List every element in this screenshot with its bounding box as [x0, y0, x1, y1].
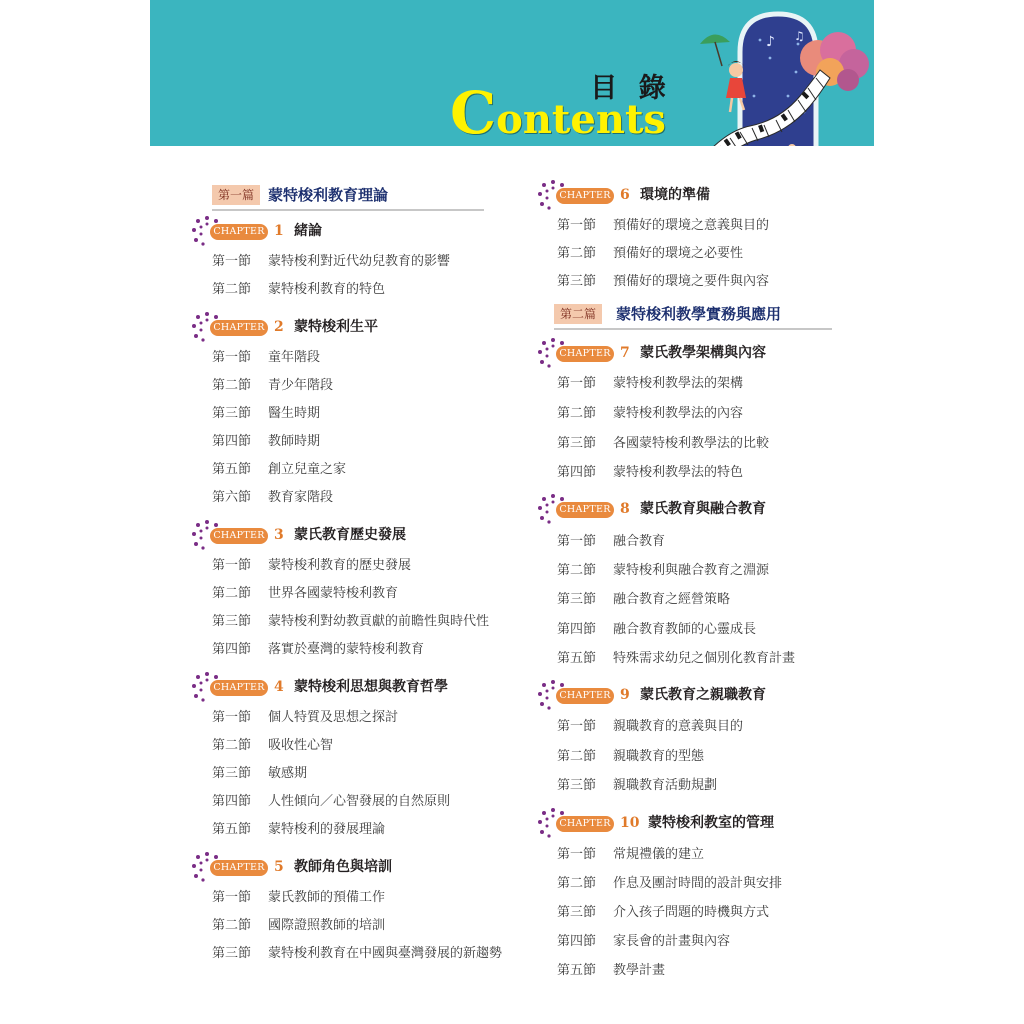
- section-number: 第六節: [212, 490, 252, 505]
- section-number: 第三節: [557, 436, 597, 451]
- section-number: 第二節: [212, 282, 252, 297]
- section-number: 第四節: [212, 642, 252, 657]
- section-number: 第二節: [212, 738, 252, 753]
- section-title: 落實於臺灣的蒙特梭利教育: [268, 642, 425, 657]
- chapter-number: 7: [620, 345, 630, 361]
- chapter-tag: CHAPTER: [210, 528, 268, 544]
- section-title: 預備好的環境之意義與目的: [613, 218, 770, 233]
- section-title: 世界各國蒙特梭利教育: [268, 586, 399, 601]
- part-heading-1: [212, 182, 484, 208]
- svg-text:♪: ♪: [766, 34, 775, 50]
- section-title: 特殊需求幼兒之個別化教育計畫: [613, 651, 796, 666]
- section-number: 第一節: [212, 710, 252, 725]
- section-title: 青少年階段: [268, 378, 334, 393]
- section-number: 第一節: [557, 719, 597, 734]
- section-title: 家長會的計畫與內容: [613, 934, 731, 949]
- section-title: 蒙特梭利對近代幼兒教育的影響: [268, 254, 451, 269]
- section-number: 第一節: [212, 890, 252, 905]
- chapter-tag: CHAPTER: [556, 346, 614, 362]
- chapter-title: 蒙氏教育之親職教育: [640, 687, 766, 703]
- section-number: 第一節: [557, 218, 597, 233]
- page-title-en: [450, 79, 666, 146]
- chapter-tag: CHAPTER: [210, 224, 268, 240]
- chapter-7-heading[interactable]: [536, 336, 836, 370]
- section-number: 第一節: [557, 847, 597, 862]
- chapter-title: 蒙特梭利生平: [294, 319, 378, 335]
- chapter-number: 1: [274, 223, 284, 239]
- section-number: 第一節: [557, 534, 597, 549]
- section-number: 第四節: [557, 465, 597, 480]
- section-number: 第四節: [212, 794, 252, 809]
- section-number: 第四節: [557, 622, 597, 637]
- section-number: 第二節: [212, 918, 252, 933]
- chapter-title: 蒙特梭利思想與教育哲學: [294, 679, 448, 695]
- section-number: 第三節: [557, 592, 597, 607]
- chapter-title: 緒論: [294, 223, 322, 239]
- section-title: 蒙特梭利與融合教育之淵源: [613, 563, 770, 578]
- section-number: 第四節: [557, 934, 597, 949]
- chapter-9-heading[interactable]: [536, 678, 836, 712]
- section-title: 介入孩子問題的時機與方式: [613, 905, 770, 920]
- section-number: 第三節: [557, 905, 597, 920]
- section-number: 第二節: [557, 876, 597, 891]
- section-number: 第一節: [212, 558, 252, 573]
- chapter-tag: CHAPTER: [210, 680, 268, 696]
- section-number: 第三節: [557, 274, 597, 289]
- section-number: 第二節: [557, 749, 597, 764]
- svg-text:♫: ♫: [794, 29, 805, 43]
- part-label: 第二篇: [554, 304, 602, 324]
- section-title: 蒙特梭利教育在中國與臺灣發展的新趨勢: [268, 946, 503, 961]
- part-divider: [554, 328, 832, 330]
- section-title: 作息及團討時間的設計與安排: [613, 876, 783, 891]
- chapter-tag: CHAPTER: [210, 860, 268, 876]
- section-title: 蒙特梭利教學法的內容: [613, 406, 744, 421]
- section-number: 第二節: [557, 406, 597, 421]
- section-title: 蒙特梭利對幼教貢獻的前瞻性與時代性: [268, 614, 490, 629]
- section-title: 蒙特梭利教育的歷史發展: [268, 558, 412, 573]
- part-label: 第一篇: [212, 185, 260, 205]
- chapter-3-heading[interactable]: [190, 518, 490, 552]
- chapter-tag: CHAPTER: [556, 816, 614, 832]
- section-number: 第五節: [557, 963, 597, 978]
- chapter-8-heading[interactable]: [536, 492, 836, 526]
- chapter-number: 4: [274, 679, 284, 695]
- page-title-cn: 目 錄: [590, 73, 672, 104]
- section-title: 醫生時期: [268, 406, 321, 421]
- section-title: 敏感期: [268, 766, 308, 781]
- piano-girl-illustration: [670, 0, 874, 146]
- section-number: 第三節: [557, 778, 597, 793]
- section-number: 第三節: [212, 614, 252, 629]
- section-title: 融合教育之經營策略: [613, 592, 731, 607]
- section-title: 預備好的環境之要件與內容: [613, 274, 770, 289]
- section-number: 第二節: [212, 586, 252, 601]
- section-number: 第一節: [557, 376, 597, 391]
- section-number: 第五節: [212, 822, 252, 837]
- section-title: 各國蒙特梭利教學法的比較: [613, 436, 770, 451]
- section-number: 第二節: [557, 246, 597, 261]
- section-title: 教師時期: [268, 434, 321, 449]
- part-heading-2: [554, 301, 832, 327]
- section-title: 教育家階段: [268, 490, 334, 505]
- section-title: 童年階段: [268, 350, 321, 365]
- section-title: 親職教育的型態: [613, 749, 705, 764]
- section-title: 融合教育: [613, 534, 666, 549]
- title-en-initial: C: [450, 79, 497, 146]
- chapter-title: 蒙特梭利教室的管理: [648, 815, 774, 831]
- chapter-1-heading[interactable]: [190, 214, 490, 248]
- title-en-rest: ontents: [496, 96, 666, 143]
- section-number: 第三節: [212, 946, 252, 961]
- section-number: 第五節: [212, 462, 252, 477]
- chapter-4-heading[interactable]: [190, 670, 490, 704]
- section-number: 第三節: [212, 406, 252, 421]
- chapter-number: 2: [274, 319, 284, 335]
- section-title: 創立兒童之家: [268, 462, 347, 477]
- section-title: 蒙特梭利教學法的特色: [613, 465, 744, 480]
- part-title: 蒙特梭利教學實務與應用: [616, 305, 782, 323]
- section-number: 第五節: [557, 651, 597, 666]
- chapter-number: 3: [274, 527, 284, 543]
- chapter-title: 蒙氏教育與融合教育: [640, 501, 766, 517]
- chapter-6-heading[interactable]: [536, 178, 836, 212]
- chapter-number: 9: [620, 687, 630, 703]
- section-number: 第三節: [212, 766, 252, 781]
- header-banner: [150, 0, 874, 146]
- section-number: 第一節: [212, 254, 252, 269]
- section-title: 個人特質及思想之探討: [268, 710, 399, 725]
- section-number: 第二節: [212, 378, 252, 393]
- section-title: 蒙特梭利教育的特色: [268, 282, 386, 297]
- chapter-title: 蒙氏教育歷史發展: [294, 527, 406, 543]
- chapter-title: 環境的準備: [640, 187, 710, 203]
- part-title: 蒙特梭利教育理論: [268, 186, 389, 204]
- section-title: 教學計畫: [613, 963, 666, 978]
- chapter-10-heading[interactable]: [536, 806, 856, 840]
- chapter-number: 5: [274, 859, 284, 875]
- section-title: 融合教育教師的心靈成長: [613, 622, 757, 637]
- section-number: 第一節: [212, 350, 252, 365]
- chapter-tag: CHAPTER: [556, 502, 614, 518]
- section-title: 蒙特梭利的發展理論: [268, 822, 386, 837]
- chapter-number: 8: [620, 501, 630, 517]
- section-title: 蒙氏教師的預備工作: [268, 890, 386, 905]
- chapter-number: 10: [620, 815, 640, 831]
- section-title: 蒙特梭利教學法的架構: [613, 376, 744, 391]
- chapter-tag: CHAPTER: [556, 188, 614, 204]
- chapter-title: 教師角色與培訓: [294, 859, 392, 875]
- section-title: 吸收性心智: [268, 738, 334, 753]
- chapter-number: 6: [620, 187, 630, 203]
- chapter-2-heading[interactable]: [190, 310, 490, 344]
- section-title: 人性傾向／心智發展的自然原則: [268, 794, 451, 809]
- chapter-tag: CHAPTER: [210, 320, 268, 336]
- section-title: 國際證照教師的培訓: [268, 918, 386, 933]
- part-divider: [212, 209, 484, 211]
- chapter-title: 蒙氏教學架構與內容: [640, 345, 766, 361]
- section-number: 第二節: [557, 563, 597, 578]
- section-title: 親職教育活動規劃: [613, 778, 718, 793]
- section-number: 第四節: [212, 434, 252, 449]
- chapter-5-heading[interactable]: [190, 850, 490, 884]
- section-title: 親職教育的意義與目的: [613, 719, 744, 734]
- chapter-tag: CHAPTER: [556, 688, 614, 704]
- section-title: 常規禮儀的建立: [613, 847, 705, 862]
- section-title: 預備好的環境之必要性: [613, 246, 744, 261]
